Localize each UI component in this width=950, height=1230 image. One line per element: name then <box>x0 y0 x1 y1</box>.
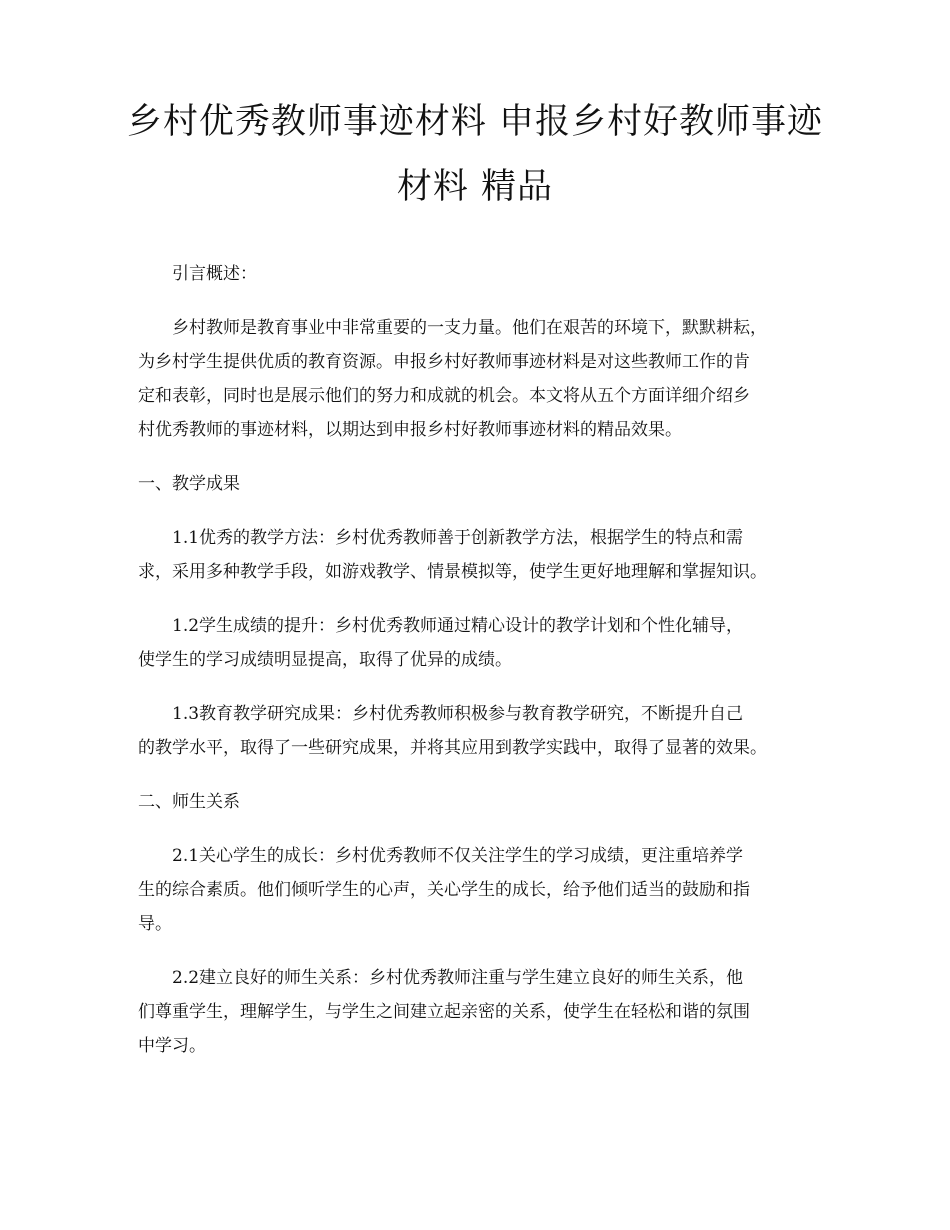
paragraph-line: 使学生的学习成绩明显提高，取得了优异的成绩。 <box>138 650 512 670</box>
paragraph-line: 乡村教师是教育事业中非常重要的一支力量。他们在艰苦的环境下，默默耕耘， <box>172 318 767 338</box>
paragraph-line: 们尊重学生，理解学生，与学生之间建立起亲密的关系，使学生在轻松和谐的氛围 <box>138 1002 750 1022</box>
section-heading: 一、教学成果 <box>138 474 240 494</box>
paragraph-line: 1.2学生成绩的提升：乡村优秀教师通过精心设计的教学计划和个性化辅导， <box>172 616 744 636</box>
paragraph-line: 为乡村学生提供优质的教育资源。申报乡村好教师事迹材料是对这些教师工作的肯 <box>138 352 750 372</box>
paragraph-line: 中学习。 <box>138 1036 206 1056</box>
paragraph-line: 2.2建立良好的师生关系：乡村优秀教师注重与学生建立良好的师生关系，他 <box>172 968 744 988</box>
title-line-1: 乡村优秀教师事迹材料 申报乡村好教师事迹 <box>126 102 824 142</box>
title-line-2: 材料 精品 <box>396 167 554 207</box>
document-title <box>120 90 830 220</box>
paragraph-line: 导。 <box>138 914 172 934</box>
intro-heading: 引言概述： <box>172 264 257 284</box>
section-heading: 二、师生关系 <box>138 792 240 812</box>
paragraph-line: 1.3教育教学研究成果：乡村优秀教师积极参与教育教学研究，不断提升自己 <box>172 704 744 724</box>
paragraph-line: 村优秀教师的事迹材料，以期达到申报乡村好教师事迹材料的精品效果。 <box>138 420 682 440</box>
paragraph-line: 生的综合素质。他们倾听学生的心声，关心学生的成长，给予他们适当的鼓励和指 <box>138 880 750 900</box>
paragraph-line: 的教学水平，取得了一些研究成果，并将其应用到教学实践中，取得了显著的效果。 <box>138 738 767 758</box>
paragraph-line: 求，采用多种教学手段，如游戏教学、情景模拟等，使学生更好地理解和掌握知识。 <box>138 562 767 582</box>
paragraph-line: 2.1关心学生的成长：乡村优秀教师不仅关注学生的学习成绩，更注重培养学 <box>172 846 744 866</box>
paragraph-line: 1.1优秀的教学方法：乡村优秀教师善于创新教学方法，根据学生的特点和需 <box>172 528 744 548</box>
paragraph-line: 定和表彰，同时也是展示他们的努力和成就的机会。本文将从五个方面详细介绍乡 <box>138 386 750 406</box>
